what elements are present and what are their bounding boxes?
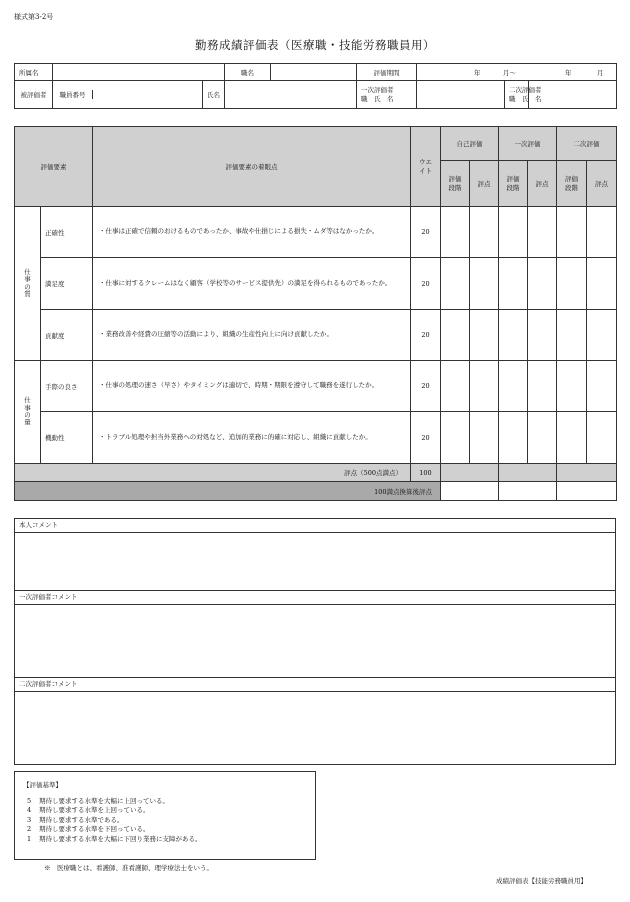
header-info-table bbox=[14, 63, 617, 109]
table-row bbox=[15, 310, 617, 361]
second-rank-cell[interactable] bbox=[557, 412, 587, 464]
criteria-title: 【評価基準】 bbox=[23, 781, 62, 789]
self-rank-cell[interactable] bbox=[441, 258, 470, 310]
element-name: 貢献度 bbox=[41, 310, 93, 361]
self-rank-cell[interactable] bbox=[441, 361, 470, 412]
self-score-cell[interactable] bbox=[470, 361, 499, 412]
second-score-cell[interactable] bbox=[587, 412, 617, 464]
second-score-cell[interactable] bbox=[587, 258, 617, 310]
first-rank-cell[interactable] bbox=[499, 207, 528, 258]
self-eval-header: 自己評価 bbox=[441, 127, 499, 161]
first-rank-cell[interactable] bbox=[499, 412, 528, 464]
first-converted-cell[interactable] bbox=[499, 482, 557, 501]
criteria-item: 1 期待し要求する水準を大幅に下回り業務に支障がある。 bbox=[27, 834, 202, 843]
first-rank-header: 評価 段階 bbox=[499, 161, 528, 207]
second-total-cell[interactable] bbox=[557, 464, 617, 482]
second-rank-header: 評価 段階 bbox=[557, 161, 587, 207]
table-row bbox=[15, 207, 617, 258]
self-rank-cell[interactable] bbox=[441, 310, 470, 361]
weight-header: ウエ イト bbox=[411, 127, 441, 207]
self-score-cell[interactable] bbox=[470, 310, 499, 361]
criteria-item: 5 期待し要求する水準を大幅に上回っている。 bbox=[27, 797, 169, 805]
criteria-item: 2 期待し要求する水準を下回っている。 bbox=[27, 825, 150, 834]
first-evaluator-label: 一次評価者 職 氏 名 bbox=[357, 81, 417, 109]
element-weight: 20 bbox=[411, 258, 441, 310]
first-score-header: 評点 bbox=[528, 161, 557, 207]
period-label: 評価期間 bbox=[357, 64, 417, 81]
total-label: 評点（500点満点） bbox=[15, 464, 411, 482]
self-score-header: 評点 bbox=[470, 161, 499, 207]
first-comment-box[interactable] bbox=[14, 590, 616, 678]
self-score-cell[interactable] bbox=[470, 258, 499, 310]
table-row bbox=[15, 258, 617, 310]
period-month-1: 月〜 bbox=[503, 69, 516, 77]
ratee-label: 被評価者 bbox=[15, 81, 53, 109]
self-rank-cell[interactable] bbox=[441, 207, 470, 258]
first-score-cell[interactable] bbox=[528, 207, 557, 258]
group-label-quality: 仕 事 の 質 bbox=[15, 207, 41, 361]
group-label-quantity: 仕 事 の 量 bbox=[15, 361, 41, 464]
element-viewpoint: ・仕事は正確で信頼のおけるものであったか、事故や仕損じによる損失・ムダ等はなかったか。 bbox=[93, 207, 411, 258]
first-eval-header: 一次評価 bbox=[499, 127, 557, 161]
position-label: 職名 bbox=[225, 64, 271, 81]
first-rank-cell[interactable] bbox=[499, 310, 528, 361]
first-comment-label: 一次評価者コメント bbox=[15, 591, 615, 605]
self-converted-cell[interactable] bbox=[441, 482, 499, 501]
name-label: 氏名 bbox=[203, 81, 225, 109]
evaluation-table bbox=[14, 126, 617, 501]
self-comment-label: 本人コメント bbox=[15, 519, 615, 533]
self-score-cell[interactable] bbox=[470, 207, 499, 258]
criteria-box bbox=[14, 771, 316, 860]
dept-label: 所属名 bbox=[15, 64, 53, 81]
element-name: 正確性 bbox=[41, 207, 93, 258]
self-rank-header: 評価 段階 bbox=[441, 161, 470, 207]
total-row bbox=[15, 464, 617, 482]
period-field[interactable] bbox=[417, 64, 617, 81]
footer-label: 成績評価表【技能労務職員用】 bbox=[496, 877, 587, 885]
total-weight: 100 bbox=[411, 464, 441, 482]
second-score-cell[interactable] bbox=[587, 310, 617, 361]
element-viewpoint: ・仕事の処理の速さ（早さ）やタイミングは適切で、時期・期限を遵守して職務を遂行したか。 bbox=[93, 361, 411, 412]
second-score-header: 評点 bbox=[587, 161, 617, 207]
element-name: 機動性 bbox=[41, 412, 93, 464]
self-comment-box[interactable] bbox=[14, 518, 616, 591]
second-comment-box[interactable] bbox=[14, 677, 616, 765]
element-viewpoint: ・仕事に対するクレームはなく顧客（学校等のサービス提供先）の満足を得られるものであったか。 bbox=[93, 258, 411, 310]
element-name: 満足度 bbox=[41, 258, 93, 310]
second-comment-label: 二次評価者コメント bbox=[15, 678, 615, 692]
first-score-cell[interactable] bbox=[528, 361, 557, 412]
criteria-item: 4 期待し要求する水準を上回っている。 bbox=[27, 806, 150, 815]
dept-field[interactable] bbox=[53, 64, 225, 81]
period-year-1: 年 bbox=[474, 69, 481, 77]
element-header: 評価要素 bbox=[15, 127, 93, 207]
second-rank-cell[interactable] bbox=[557, 258, 587, 310]
viewpoint-header: 評価要素の着眼点 bbox=[93, 127, 411, 207]
second-converted-cell[interactable] bbox=[557, 482, 617, 501]
element-viewpoint: ・トラブル処理や担当外業務への対処など、追加的業務に的確に対応し、組織に貢献したか。 bbox=[93, 412, 411, 464]
element-weight: 20 bbox=[411, 207, 441, 258]
self-total-cell[interactable] bbox=[441, 464, 499, 482]
second-eval-header: 二次評価 bbox=[557, 127, 617, 161]
first-rank-cell[interactable] bbox=[499, 258, 528, 310]
second-score-cell[interactable] bbox=[587, 207, 617, 258]
first-evaluator-field[interactable] bbox=[417, 81, 505, 109]
element-name: 手際の良さ bbox=[41, 361, 93, 412]
staff-no-label: 職員番号 bbox=[53, 90, 93, 99]
period-year-2: 年 bbox=[565, 69, 572, 77]
staff-no-field[interactable] bbox=[93, 90, 202, 99]
second-evaluator-label: 二次評価者 職 氏 名 bbox=[505, 81, 529, 109]
converted-label: 100満点換算後評点 bbox=[15, 482, 441, 501]
element-weight: 20 bbox=[411, 412, 441, 464]
element-weight: 20 bbox=[411, 310, 441, 361]
self-score-cell[interactable] bbox=[470, 412, 499, 464]
criteria-item: 3 期待し要求する水準である。 bbox=[27, 815, 124, 824]
name-field[interactable] bbox=[225, 81, 357, 109]
position-field[interactable] bbox=[271, 64, 357, 81]
form-number: 様式第3-2号 bbox=[14, 13, 54, 21]
second-rank-cell[interactable] bbox=[557, 361, 587, 412]
table-row bbox=[15, 361, 617, 412]
element-weight: 20 bbox=[411, 361, 441, 412]
table-row bbox=[15, 412, 617, 464]
period-month-2: 月 bbox=[597, 69, 604, 77]
first-total-cell[interactable] bbox=[499, 464, 557, 482]
element-viewpoint: ・業務改善や経費の圧縮等の活動により、組織の生産性向上に向け貢献したか。 bbox=[93, 310, 411, 361]
first-score-cell[interactable] bbox=[528, 258, 557, 310]
first-rank-cell[interactable] bbox=[499, 361, 528, 412]
second-rank-cell[interactable] bbox=[557, 207, 587, 258]
second-rank-cell[interactable] bbox=[557, 310, 587, 361]
self-rank-cell[interactable] bbox=[441, 412, 470, 464]
converted-row bbox=[15, 482, 617, 501]
document-title: 勤務成績評価表（医療職・技能労務職員用） bbox=[195, 38, 435, 52]
footnote: ※ 医療職とは、看護師、准看護師、理学療法士をいう。 bbox=[44, 864, 213, 872]
first-score-cell[interactable] bbox=[528, 412, 557, 464]
second-score-cell[interactable] bbox=[587, 361, 617, 412]
first-score-cell[interactable] bbox=[528, 310, 557, 361]
